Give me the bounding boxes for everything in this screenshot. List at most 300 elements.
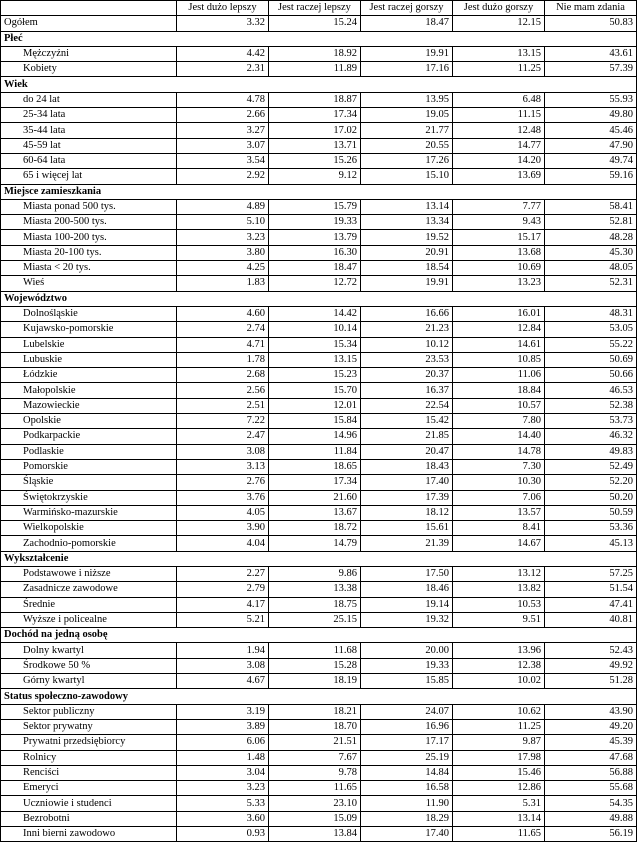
value-cell: 47.90 [545,138,637,153]
value-cell: 12.38 [453,658,545,673]
value-cell: 3.32 [177,16,269,31]
value-cell: 0.93 [177,827,269,842]
row-label: Kobiety [1,62,177,77]
value-cell: 10.62 [453,704,545,719]
value-cell: 21.51 [269,735,361,750]
row-label: Prywatni przedsiębiorcy [1,735,177,750]
value-cell: 11.25 [453,62,545,77]
value-cell: 17.34 [269,108,361,123]
table-row [1,108,637,123]
value-cell: 52.31 [545,276,637,291]
value-cell: 13.15 [453,46,545,61]
value-cell: 52.43 [545,643,637,658]
row-label: do 24 lat [1,92,177,107]
value-cell: 11.90 [361,796,453,811]
value-cell: 11.06 [453,368,545,383]
value-cell: 50.59 [545,505,637,520]
value-cell: 7.67 [269,750,361,765]
value-cell: 15.79 [269,199,361,214]
value-cell: 14.61 [453,337,545,352]
value-cell: 19.52 [361,230,453,245]
value-cell: 3.23 [177,781,269,796]
value-cell: 13.38 [269,582,361,597]
value-cell: 47.41 [545,597,637,612]
value-cell: 5.31 [453,796,545,811]
value-cell: 49.74 [545,153,637,168]
value-cell: 5.33 [177,796,269,811]
table-row [1,322,637,337]
value-cell: 13.84 [269,827,361,842]
value-cell: 18.87 [269,92,361,107]
value-cell: 50.69 [545,352,637,367]
value-cell: 52.38 [545,398,637,413]
value-cell: 5.10 [177,215,269,230]
value-cell: 18.84 [453,383,545,398]
row-label: Sektor publiczny [1,704,177,719]
value-cell: 18.19 [269,674,361,689]
value-cell: 17.39 [361,490,453,505]
value-cell: 2.47 [177,429,269,444]
table-row [1,169,637,184]
section-label: Dochód na jedną osobę [1,628,637,643]
table-row [1,811,637,826]
row-label: Dolnośląskie [1,306,177,321]
value-cell: 57.25 [545,566,637,581]
table-row [1,337,637,352]
value-cell: 4.71 [177,337,269,352]
value-cell: 10.30 [453,475,545,490]
table-row [1,459,637,474]
value-cell: 11.25 [453,719,545,734]
value-cell: 43.90 [545,704,637,719]
table-row [1,658,637,673]
value-cell: 9.43 [453,215,545,230]
value-cell: 17.16 [361,62,453,77]
row-label: Kujawsko-pomorskie [1,322,177,337]
value-cell: 59.16 [545,169,637,184]
value-cell: 13.14 [453,811,545,826]
table-body [1,16,637,842]
row-label: 35-44 lata [1,123,177,138]
value-cell: 3.80 [177,245,269,260]
value-cell: 40.81 [545,612,637,627]
value-cell: 20.91 [361,245,453,260]
value-cell: 9.87 [453,735,545,750]
value-cell: 4.42 [177,46,269,61]
value-cell: 2.76 [177,475,269,490]
value-cell: 11.15 [453,108,545,123]
row-label: Pomorskie [1,459,177,474]
table-row [1,796,637,811]
value-cell: 18.29 [361,811,453,826]
table-row [1,765,637,780]
value-cell: 48.31 [545,306,637,321]
value-cell: 14.77 [453,138,545,153]
value-cell: 9.12 [269,169,361,184]
value-cell: 9.51 [453,612,545,627]
table-row [1,475,637,490]
row-label: Bezrobotni [1,811,177,826]
row-label: Podlaskie [1,444,177,459]
table-row [1,781,637,796]
value-cell: 13.69 [453,169,545,184]
value-cell: 4.05 [177,505,269,520]
table-row [1,398,637,413]
value-cell: 2.27 [177,566,269,581]
row-label: Inni bierni zawodowo [1,827,177,842]
value-cell: 7.77 [453,199,545,214]
table-row [1,597,637,612]
value-cell: 24.07 [361,704,453,719]
value-cell: 3.27 [177,123,269,138]
value-cell: 1.94 [177,643,269,658]
value-cell: 10.57 [453,398,545,413]
row-label: Podstawowe i niższe [1,566,177,581]
value-cell: 45.30 [545,245,637,260]
section-label: Wykształcenie [1,551,637,566]
row-label: Dolny kwartyl [1,643,177,658]
section-header-row [1,291,637,306]
value-cell: 15.34 [269,337,361,352]
table-row [1,429,637,444]
value-cell: 11.65 [269,781,361,796]
table-row [1,276,637,291]
value-cell: 13.71 [269,138,361,153]
value-cell: 55.93 [545,92,637,107]
table-row [1,566,637,581]
table-row [1,735,637,750]
column-header: Jest dużo gorszy [453,1,545,16]
value-cell: 14.40 [453,429,545,444]
value-cell: 4.17 [177,597,269,612]
row-label: Mazowieckie [1,398,177,413]
value-cell: 18.75 [269,597,361,612]
value-cell: 15.85 [361,674,453,689]
value-cell: 11.68 [269,643,361,658]
row-label: Wielkopolskie [1,521,177,536]
value-cell: 17.17 [361,735,453,750]
table-row [1,138,637,153]
value-cell: 13.68 [453,245,545,260]
row-label: 60-64 lata [1,153,177,168]
row-label: 65 i więcej lat [1,169,177,184]
value-cell: 16.66 [361,306,453,321]
row-label: Warmińsko-mazurskie [1,505,177,520]
table-row [1,123,637,138]
value-cell: 53.05 [545,322,637,337]
section-header-row [1,551,637,566]
value-cell: 13.79 [269,230,361,245]
table-row [1,582,637,597]
value-cell: 49.92 [545,658,637,673]
value-cell: 54.35 [545,796,637,811]
value-cell: 5.21 [177,612,269,627]
value-cell: 21.60 [269,490,361,505]
value-cell: 50.20 [545,490,637,505]
value-cell: 15.70 [269,383,361,398]
section-header-row [1,184,637,199]
value-cell: 18.21 [269,704,361,719]
row-label: Średnie [1,597,177,612]
value-cell: 21.85 [361,429,453,444]
value-cell: 21.77 [361,123,453,138]
table-row [1,352,637,367]
value-cell: 7.06 [453,490,545,505]
value-cell: 14.78 [453,444,545,459]
value-cell: 3.90 [177,521,269,536]
table-row [1,306,637,321]
value-cell: 15.28 [269,658,361,673]
value-cell: 10.02 [453,674,545,689]
value-cell: 53.36 [545,521,637,536]
value-cell: 51.54 [545,582,637,597]
table-row [1,674,637,689]
value-cell: 2.74 [177,322,269,337]
row-label: Miasta 100-200 tys. [1,230,177,245]
table-row [1,827,637,842]
value-cell: 13.57 [453,505,545,520]
value-cell: 15.42 [361,414,453,429]
value-cell: 9.78 [269,765,361,780]
value-cell: 49.83 [545,444,637,459]
value-cell: 18.46 [361,582,453,597]
value-cell: 25.15 [269,612,361,627]
value-cell: 10.69 [453,261,545,276]
value-cell: 18.54 [361,261,453,276]
column-header: Nie mam zdania [545,1,637,16]
value-cell: 48.28 [545,230,637,245]
value-cell: 45.46 [545,123,637,138]
value-cell: 4.60 [177,306,269,321]
table-row [1,750,637,765]
column-header: Jest raczej gorszy [361,1,453,16]
value-cell: 18.12 [361,505,453,520]
value-cell: 15.26 [269,153,361,168]
value-cell: 49.80 [545,108,637,123]
value-cell: 14.96 [269,429,361,444]
value-cell: 3.76 [177,490,269,505]
row-label: Rolnicy [1,750,177,765]
section-header-row [1,689,637,704]
corner-cell [1,1,177,16]
table-row [1,215,637,230]
value-cell: 45.39 [545,735,637,750]
value-cell: 49.20 [545,719,637,734]
value-cell: 18.47 [269,261,361,276]
value-cell: 18.65 [269,459,361,474]
value-cell: 18.47 [361,16,453,31]
row-label: 45-59 lat [1,138,177,153]
value-cell: 50.83 [545,16,637,31]
value-cell: 53.73 [545,414,637,429]
section-header-row [1,628,637,643]
value-cell: 17.26 [361,153,453,168]
value-cell: 18.43 [361,459,453,474]
row-label: Podkarpackie [1,429,177,444]
row-label: Środkowe 50 % [1,658,177,673]
value-cell: 19.05 [361,108,453,123]
row-label: Opolskie [1,414,177,429]
row-label: Miasta < 20 tys. [1,261,177,276]
row-label: Łódzkie [1,368,177,383]
value-cell: 11.65 [453,827,545,842]
value-cell: 6.06 [177,735,269,750]
value-cell: 15.23 [269,368,361,383]
value-cell: 15.46 [453,765,545,780]
value-cell: 46.32 [545,429,637,444]
value-cell: 14.42 [269,306,361,321]
column-header: Jest dużo lepszy [177,1,269,16]
value-cell: 16.58 [361,781,453,796]
row-label: Zasadnicze zawodowe [1,582,177,597]
value-cell: 16.01 [453,306,545,321]
row-label: Renciści [1,765,177,780]
value-cell: 15.10 [361,169,453,184]
value-cell: 17.34 [269,475,361,490]
value-cell: 11.84 [269,444,361,459]
value-cell: 1.48 [177,750,269,765]
section-label: Wiek [1,77,637,92]
section-label: Płeć [1,31,637,46]
row-label: Wieś [1,276,177,291]
value-cell: 17.40 [361,475,453,490]
row-label: Emeryci [1,781,177,796]
value-cell: 21.23 [361,322,453,337]
value-cell: 12.01 [269,398,361,413]
value-cell: 13.34 [361,215,453,230]
header-row [1,1,637,16]
value-cell: 15.24 [269,16,361,31]
value-cell: 20.55 [361,138,453,153]
value-cell: 52.20 [545,475,637,490]
row-label: Sektor prywatny [1,719,177,734]
value-cell: 18.72 [269,521,361,536]
value-cell: 12.86 [453,781,545,796]
table-row [1,719,637,734]
value-cell: 56.88 [545,765,637,780]
value-cell: 13.82 [453,582,545,597]
value-cell: 12.15 [453,16,545,31]
value-cell: 20.47 [361,444,453,459]
value-cell: 2.92 [177,169,269,184]
value-cell: 19.91 [361,276,453,291]
value-cell: 3.13 [177,459,269,474]
table-row [1,46,637,61]
table-row [1,414,637,429]
value-cell: 19.33 [269,215,361,230]
value-cell: 51.28 [545,674,637,689]
value-cell: 7.80 [453,414,545,429]
value-cell: 52.49 [545,459,637,474]
row-label: Ogółem [1,16,177,31]
value-cell: 11.89 [269,62,361,77]
value-cell: 3.19 [177,704,269,719]
row-label: Zachodnio-pomorskie [1,536,177,551]
value-cell: 13.15 [269,352,361,367]
value-cell: 18.70 [269,719,361,734]
total-row [1,16,637,31]
value-cell: 2.68 [177,368,269,383]
table-row [1,153,637,168]
value-cell: 52.81 [545,215,637,230]
value-cell: 8.41 [453,521,545,536]
table-row [1,62,637,77]
value-cell: 4.78 [177,92,269,107]
value-cell: 13.67 [269,505,361,520]
table-row [1,536,637,551]
table-row [1,704,637,719]
value-cell: 13.14 [361,199,453,214]
value-cell: 57.39 [545,62,637,77]
value-cell: 15.61 [361,521,453,536]
value-cell: 23.10 [269,796,361,811]
value-cell: 2.56 [177,383,269,398]
table-row [1,245,637,260]
value-cell: 13.12 [453,566,545,581]
value-cell: 4.89 [177,199,269,214]
value-cell: 3.54 [177,153,269,168]
value-cell: 25.19 [361,750,453,765]
section-label: Miejsce zamieszkania [1,184,637,199]
value-cell: 14.67 [453,536,545,551]
value-cell: 21.39 [361,536,453,551]
table-row [1,490,637,505]
value-cell: 13.95 [361,92,453,107]
column-header: Jest raczej lepszy [269,1,361,16]
value-cell: 14.84 [361,765,453,780]
value-cell: 3.60 [177,811,269,826]
row-label: Uczniowie i studenci [1,796,177,811]
row-label: Górny kwartyl [1,674,177,689]
table-row [1,199,637,214]
table-row [1,612,637,627]
value-cell: 56.19 [545,827,637,842]
value-cell: 16.30 [269,245,361,260]
value-cell: 10.85 [453,352,545,367]
value-cell: 20.00 [361,643,453,658]
value-cell: 17.02 [269,123,361,138]
value-cell: 4.04 [177,536,269,551]
value-cell: 4.67 [177,674,269,689]
value-cell: 3.07 [177,138,269,153]
row-label: Miasta 20-100 tys. [1,245,177,260]
value-cell: 19.91 [361,46,453,61]
row-label: Śląskie [1,475,177,490]
value-cell: 13.96 [453,643,545,658]
table-row [1,505,637,520]
value-cell: 14.79 [269,536,361,551]
value-cell: 10.53 [453,597,545,612]
value-cell: 58.41 [545,199,637,214]
row-label: Lubuskie [1,352,177,367]
value-cell: 2.66 [177,108,269,123]
value-cell: 3.89 [177,719,269,734]
table-row [1,521,637,536]
value-cell: 2.51 [177,398,269,413]
row-label: Lubelskie [1,337,177,352]
value-cell: 46.53 [545,383,637,398]
value-cell: 48.05 [545,261,637,276]
section-label: Województwo [1,291,637,306]
row-label: Wyższe i policealne [1,612,177,627]
value-cell: 19.14 [361,597,453,612]
value-cell: 10.14 [269,322,361,337]
value-cell: 4.25 [177,261,269,276]
value-cell: 14.20 [453,153,545,168]
value-cell: 12.48 [453,123,545,138]
value-cell: 3.08 [177,444,269,459]
section-header-row [1,31,637,46]
